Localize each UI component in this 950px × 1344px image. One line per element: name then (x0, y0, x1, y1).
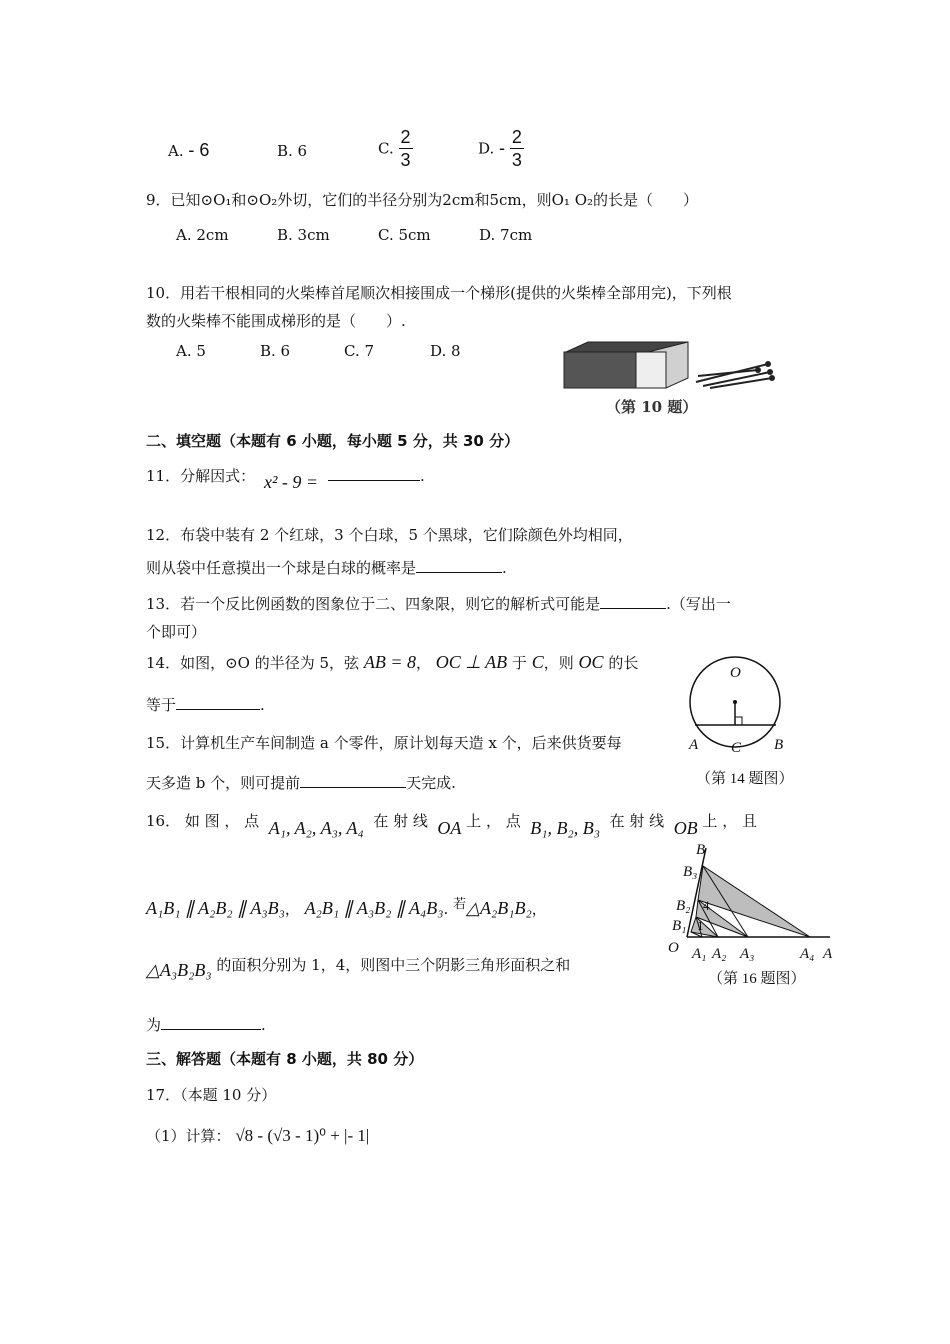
q16-fig-label-a2: A₂ (712, 946, 727, 962)
q16-fig-label-b: B (696, 842, 706, 858)
q10-option-c: C. 7 (344, 342, 375, 360)
q14-figure-caption: （第 14 题图） (696, 771, 794, 787)
q8-option-b: B. 6 (277, 142, 308, 160)
q11-blank: . (328, 466, 425, 485)
q12-line1: 12．布袋中装有 2 个红球，3 个白球，5 个黑球，它们除颜色外均相同， (146, 526, 633, 544)
q16-line2: A₁B₁ ∥ A₂B₂ ∥ A₃B₃， A₂B₁ ∥ A₃B₂ ∥ A₄B₃. 若△A₂B₁B₂， (146, 897, 547, 918)
q16-fig-label-b2: B₂ (676, 898, 691, 914)
q14-line2: 等于 . (146, 696, 265, 714)
q17-title: 17．（本题 10 分） (146, 1086, 277, 1104)
q14-fig-label-b: B (774, 737, 784, 753)
q11-expr: x² - 9 = (264, 472, 319, 492)
q10-stem-line2: 数的火柴棒不能围成梯形的是（ ）. (146, 312, 406, 330)
q14-fig-label-o: O (730, 665, 741, 681)
q15-line1: 15．计算机生产车间制造 a 个零件，原计划每天造 x 个，后来供货要每 (146, 734, 622, 752)
q16-fig-label-o: O (668, 940, 679, 956)
q16-fig-label-a3: A₃ (740, 946, 755, 962)
q13-line2: 个即可） (146, 623, 207, 641)
q12-line2: 则从袋中任意摸出一个球是白球的概率是 . (146, 559, 507, 577)
q16-fig-label-a: A (823, 946, 833, 962)
q16-fig-label-4: 4 (703, 898, 710, 913)
q10-stem-line1: 10．用若干根相同的火柴棒首尾顺次相接围成一个梯形(提供的火柴棒全部用完)，下列根 (146, 284, 732, 302)
q16-fig-label-a1: A₁ (692, 946, 707, 962)
q16-fig-label-b1: B₁ (672, 918, 687, 934)
q16-fig-label-1: 1 (697, 918, 704, 933)
q9-stem: 9．已知⊙O₁和⊙O₂外切，它们的半径分别为2cm和5cm，则O₁ O₂的长是（ ） (146, 191, 699, 209)
q9-option-c: C. 5cm (378, 226, 431, 244)
q16-fig-label-b3: B₃ (683, 864, 698, 880)
q16-fig-label-a4: A₄ (800, 946, 815, 962)
q13-line1: 13．若一个反比例函数的图象位于二、四象限，则它的解析式可能是 .（写出一 (146, 595, 731, 613)
q14-fig-label-c: C (731, 740, 742, 756)
q15-line2: 天多造 b 个，则可提前 天完成. (146, 774, 456, 792)
section2-title: 二、填空题（本题有 6 小题，每小题 5 分，共 30 分） (146, 432, 520, 450)
q8-option-d: D. - $\frac{2}{3}$ (478, 127, 522, 170)
section3-title: 三、解答题（本题有 8 小题，共 80 分） (146, 1050, 424, 1068)
q10-option-a: A. 5 (176, 342, 206, 360)
q9-option-a: A. 2cm (176, 226, 229, 244)
q8-option-c: C. $\frac{2}{3}$ (378, 127, 411, 170)
q14-line1: 14．如图，⊙O 的半径为 5，弦 AB = 8， OC ⊥ AB 于 C，则 OC 的长 (146, 652, 639, 672)
q9-option-d: D. 7cm (479, 226, 533, 244)
q16-line3: △A₃B₂B₃ 的面积分别为 1，4，则图中三个阴影三角形面积之和 (146, 956, 571, 980)
q10-figure-caption: （第 10 题） (606, 398, 698, 416)
q9-option-b: B. 3cm (277, 226, 330, 244)
q8-option-a: A. - 6 (168, 140, 210, 160)
q16-line1: 16． 如 图 ， 点 A₁, A₂, A₃, A₄ 在 射 线 OA 上 ， 点 B₁, B₂, B₃ 在 射 线 OB 上 ， 且 (146, 812, 758, 838)
q10-option-b: B. 6 (260, 342, 291, 360)
q16-figure-caption: （第 16 题图） (708, 971, 806, 987)
q10-option-d: D. 8 (430, 342, 461, 360)
q11-label: 11．分解因式： (146, 467, 256, 485)
q14-fig-label-a: A (689, 737, 699, 753)
triangles-figure (660, 840, 840, 950)
q17-part1: （1）计算： √8 - (√3 - 1)⁰ + |- 1| (146, 1126, 370, 1145)
matchbox-figure (558, 330, 780, 392)
q16-line4: 为 . (146, 1016, 266, 1034)
